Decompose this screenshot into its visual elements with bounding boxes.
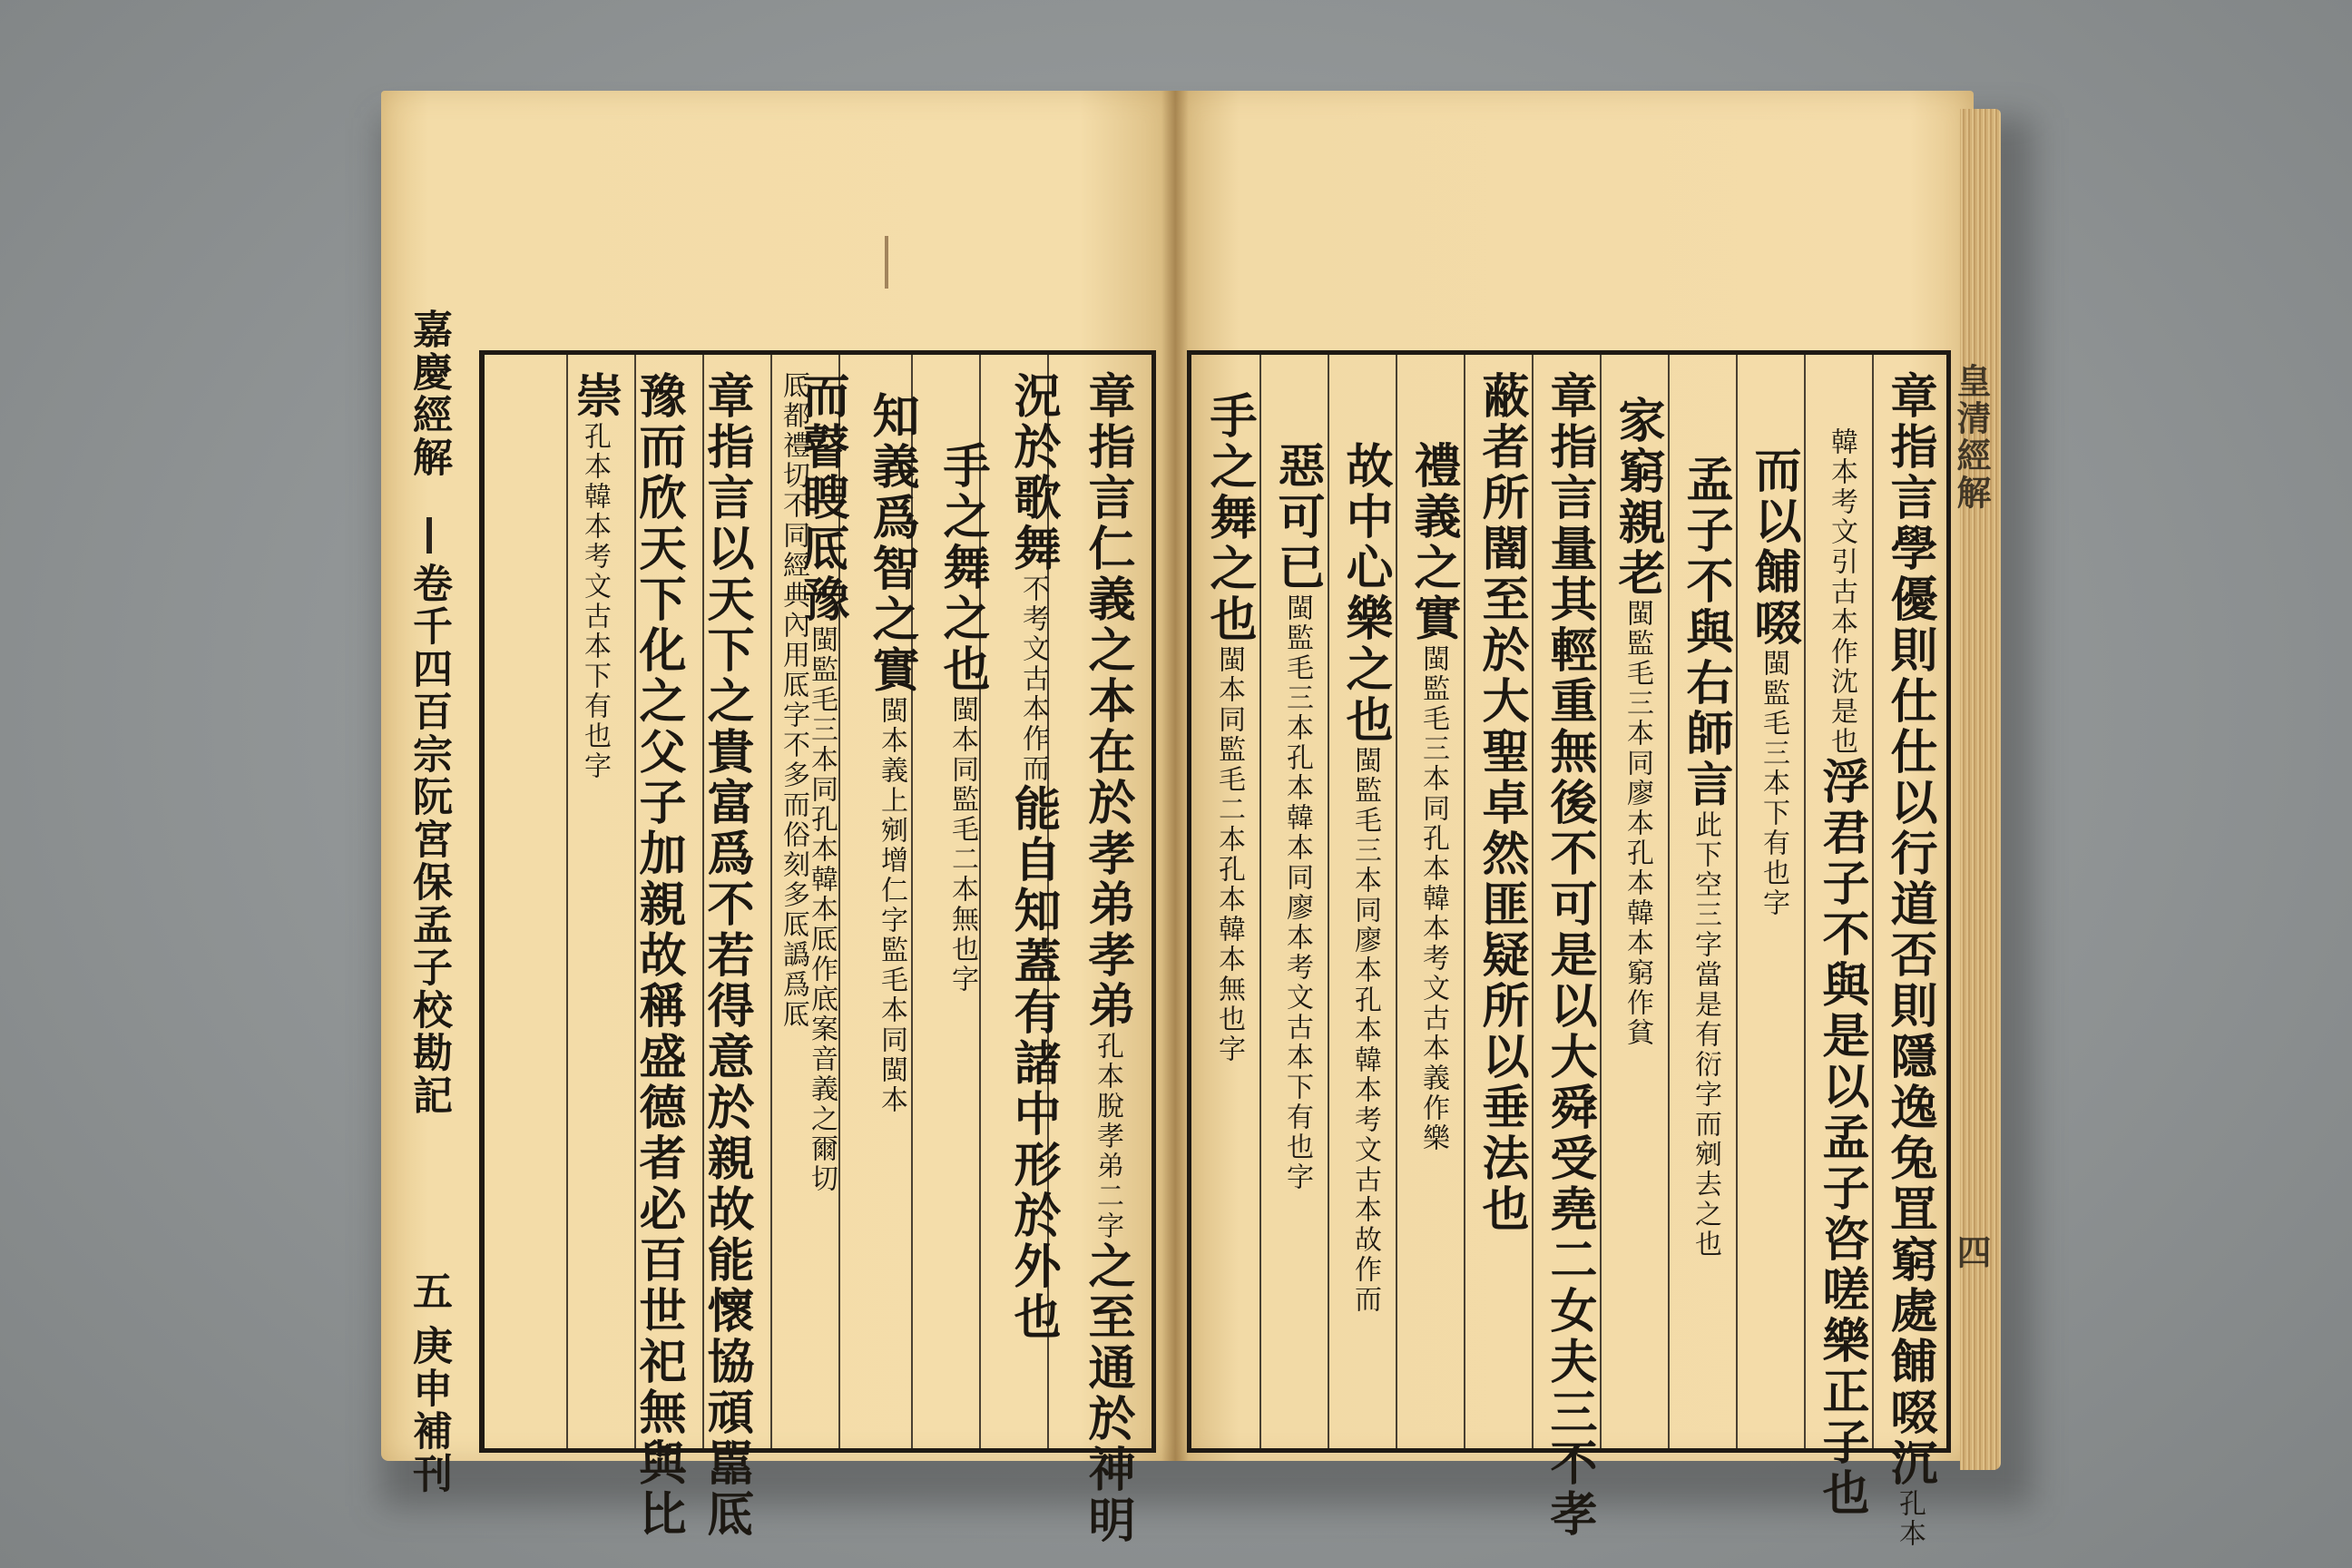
column-rule (1464, 355, 1465, 1448)
column-rule (1668, 355, 1670, 1448)
commentary-note: 閩監毛三本孔本韓本同廖本考文古本下有也字 (1281, 593, 1313, 1192)
commentary-note: 閩本同監毛二本孔本韓本無也字 (1213, 645, 1245, 1064)
main-text: 惡可已 (1269, 441, 1325, 593)
main-text: 況於歌舞 (1005, 371, 1061, 574)
commentary-note: 此下空三字當是有衍字而剜去之也 (1690, 810, 1721, 1259)
right-print-frame (1187, 350, 1951, 1549)
commentary-note: 不考文古本作而 (1017, 574, 1049, 784)
text-column (779, 371, 807, 1030)
column-rule (1872, 355, 1874, 1448)
main-text: 孟子不與右師言 (1678, 455, 1733, 810)
text-column (1005, 371, 1061, 1343)
commentary-note: 閩本義上剜增仁字監毛本同閩本 (876, 696, 907, 1115)
text-column (1406, 441, 1461, 1153)
main-text: 浮君子不與是以孟子咨嗟樂正子也 (1814, 757, 1869, 1519)
margin-title: 嘉慶經解 (406, 309, 452, 479)
main-text: 之至通於神明 (1080, 1241, 1135, 1546)
text-column (1746, 446, 1801, 918)
text-column (1474, 371, 1529, 1235)
text-column (1338, 441, 1393, 1315)
main-text: 手之舞之也 (935, 441, 990, 695)
main-text: 崇 (567, 371, 622, 422)
text-column (699, 371, 754, 1540)
column-rule (1736, 355, 1738, 1448)
main-text: 故中心樂之也 (1338, 441, 1393, 746)
left-print-frame (479, 350, 1156, 1546)
text-column (1080, 371, 1135, 1546)
column-rule (1600, 355, 1602, 1448)
column-rule (1259, 355, 1261, 1448)
main-text: 章指言學優則仕仕以行道否則隱逸兔罝窮處餔啜沉 (1882, 371, 1937, 1489)
main-text: 手之舞之也 (1201, 391, 1257, 645)
margin-year: 庚申補刊 (406, 1325, 452, 1495)
text-column (935, 441, 990, 995)
text-column (1882, 371, 1937, 1549)
main-text: 章指言以天下之貴富爲不若得意於親故能懷協頑嚚厎 (699, 371, 754, 1540)
commentary-note: 閩本同監毛二本無也字 (946, 695, 978, 995)
commentary-note: 孔本脫孝弟二字 (1092, 1032, 1123, 1241)
book-gutter (1161, 91, 1189, 1461)
main-text: 章指言仁義之本在於孝弟孝弟 (1080, 371, 1135, 1032)
text-column (1269, 441, 1325, 1192)
column-rule (1804, 355, 1806, 1448)
main-text: 章指言量其輕重無後不可是以大舜受堯二女夫三不孝 (1542, 371, 1597, 1540)
fish-tail-mark (426, 517, 432, 554)
column-rule (1328, 355, 1329, 1448)
open-book (363, 91, 2014, 1549)
commentary-note: 閩監毛三本同廖本孔本韓本考文古本故作而 (1349, 746, 1381, 1315)
main-text: 豫而欣天下化之父子加親故稱盛德者必百世祀無與比 (631, 371, 686, 1540)
column-rule (1396, 355, 1397, 1448)
margin-folio: 四 (1951, 1234, 1992, 1271)
margin-volume: 卷千四百宗阮宮保孟子校勘記 (406, 563, 452, 1117)
commentary-note: 閩監毛三本同廖本孔本韓本窮作貧 (1622, 599, 1653, 1048)
commentary-note: 孔本 (1894, 1489, 1926, 1549)
column-rule (1532, 355, 1534, 1448)
margin-title: 皇清經解 (1951, 363, 1992, 512)
text-column (864, 391, 919, 1115)
column-rule (566, 355, 568, 1448)
commentary-note: 厎都禮切不同經典內用厎字不多而俗刻多厎譌爲厎 (778, 371, 809, 1030)
commentary-note: 閩監毛三本同孔本韓本厎作底案音義之爾切 (806, 625, 838, 1194)
commentary-note: 韓本考文引古本作沈是也 (1826, 427, 1857, 757)
text-column (1678, 455, 1733, 1259)
main-text: 家窮親老 (1610, 396, 1665, 599)
commentary-note: 閩監毛三本下有也字 (1758, 649, 1789, 918)
main-text: 而以餔啜 (1746, 446, 1801, 649)
text-column (1201, 391, 1257, 1064)
text-column (631, 371, 686, 1540)
main-text: 而瞽瞍厎豫 (794, 371, 849, 625)
text-column (567, 371, 622, 781)
margin-folio: 五 (406, 1270, 452, 1313)
paper-crease-mark (885, 236, 888, 289)
main-text: 蔽者所闇至於大聖卓然匪疑所以垂法也 (1474, 371, 1529, 1235)
text-column (1610, 396, 1665, 1048)
text-column (1542, 371, 1597, 1540)
main-text: 能自知蓋有諸中形於外也 (1005, 784, 1061, 1343)
main-text: 禮義之實 (1406, 441, 1461, 644)
main-text: 知義爲智之實 (864, 391, 919, 696)
commentary-note: 孔本韓本考文古本下有也字 (579, 422, 611, 781)
commentary-note: 閩監毛三本同孔本韓本考文古本義作樂 (1417, 644, 1449, 1153)
text-column (1814, 427, 1869, 1519)
column-rule (770, 355, 772, 1448)
